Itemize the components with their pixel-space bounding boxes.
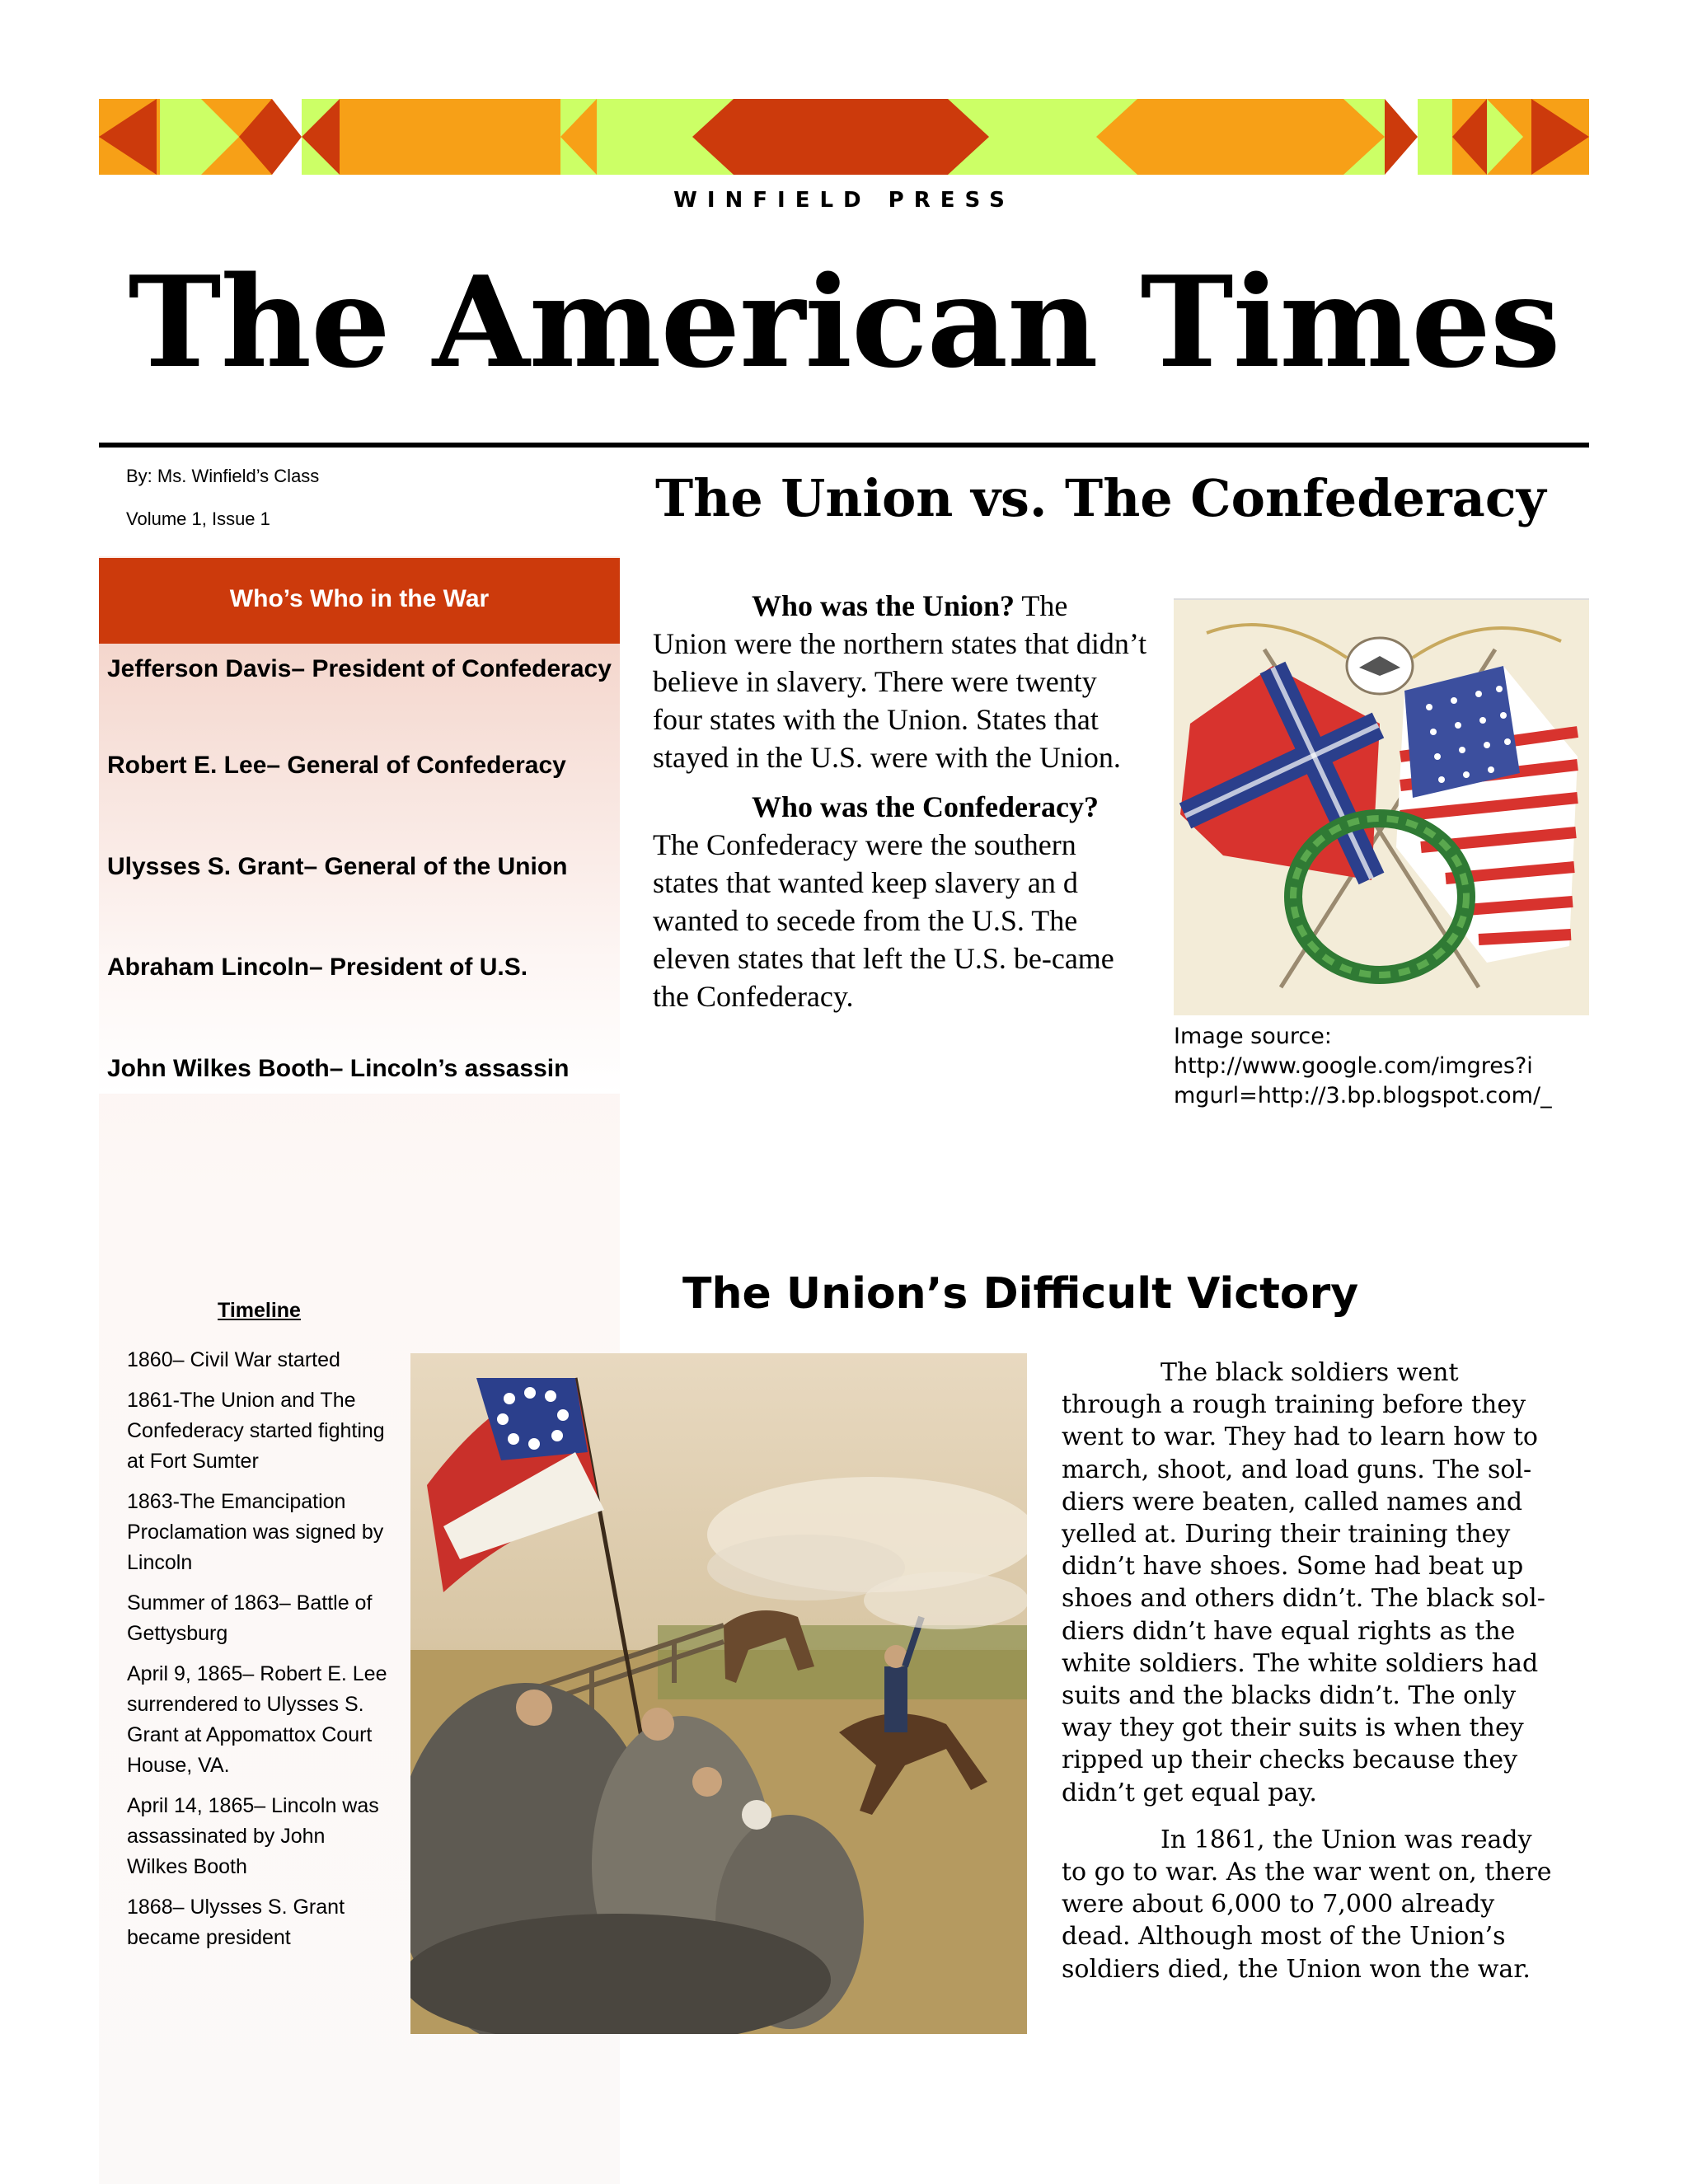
timeline-item: 1868– Ulysses S. Grant became president bbox=[127, 1896, 345, 1949]
article1-answer: The Union were the northern states that didn’t believe in slavery. There were twenty four states with the Union. States that stayed in the U.S. were with the Union. bbox=[653, 589, 1147, 774]
timeline-title: Timeline bbox=[218, 1299, 301, 1322]
crossed-flags-image bbox=[1174, 598, 1589, 1015]
image-source-caption bbox=[1174, 1022, 1602, 1111]
whos-who-heading: Who’s Who in the War bbox=[99, 558, 620, 644]
article1-answer: The Confederacy were the southern states that wanted keep slavery an d wanted to secede from the U.S. The eleven states that left the U.S. be-came the Confederacy. bbox=[653, 828, 1114, 1013]
volume-issue: Volume 1, Issue 1 bbox=[126, 509, 270, 529]
timeline-item: 1863-The Emancipation Proclamation was signed by Lincoln bbox=[127, 1490, 384, 1574]
article2-body bbox=[1062, 1357, 1556, 2000]
whos-who-item: Ulysses S. Grant– General of the Union bbox=[107, 853, 568, 880]
timeline-item: 1861-The Union and The Confederacy started fighting at Fort Sumter bbox=[127, 1389, 385, 1473]
article2-paragraph-text: In 1861, the Union was ready to go to war. As the war went on, there were about 6,000 to 7,000 already dead. Although most of the Union’s soldiers died, the Union won the war. bbox=[1062, 1825, 1552, 1984]
timeline-item: April 14, 1865– Lincoln was assassinated by John Wilkes Booth bbox=[127, 1794, 379, 1878]
whos-who-item: Robert E. Lee– General of Confederacy bbox=[107, 752, 566, 779]
article1-paragraph bbox=[653, 587, 1147, 776]
article2-paragraph bbox=[1062, 1357, 1556, 1809]
timeline-item: April 9, 1865– Robert E. Lee surrendered to Ulysses S. Grant at Appomattox Court House, VA. bbox=[127, 1662, 387, 1777]
article2-paragraph bbox=[1062, 1824, 1556, 1985]
article1-question: Who was the Union? bbox=[752, 589, 1015, 622]
battle-painting-image bbox=[410, 1353, 1027, 2034]
image-source-label: Image source: bbox=[1174, 1024, 1332, 1049]
image-source-url: mgurl=http://3.bp.blogspot.com/_ bbox=[1174, 1083, 1552, 1108]
header-rule bbox=[99, 443, 1589, 448]
byline: By: Ms. Winfield’s Class bbox=[126, 466, 320, 486]
article1-question: Who was the Confederacy? bbox=[752, 790, 1099, 823]
decorative-banner bbox=[99, 99, 1589, 175]
timeline-list bbox=[127, 1345, 391, 1963]
article1-title: The Union vs. The Confederacy bbox=[655, 468, 1546, 528]
timeline-item: 1860– Civil War started bbox=[127, 1348, 340, 1371]
newsletter-title: The American Times bbox=[128, 248, 1560, 396]
timeline-item: Summer of 1863– Battle of Gettysburg bbox=[127, 1591, 373, 1645]
press-name: WINFIELD PRESS bbox=[673, 188, 1015, 213]
whos-who-box bbox=[99, 558, 620, 1094]
article2-title: The Union’s Difficult Victory bbox=[682, 1269, 1359, 1319]
image-source-url: http://www.google.com/imgres?i bbox=[1174, 1053, 1533, 1079]
article1-paragraph bbox=[653, 788, 1147, 1015]
whos-who-item: Jefferson Davis– President of Confederacy bbox=[107, 655, 612, 682]
article2-paragraph-text: The black soldiers went through a rough training before they went to war. They had to learn how to march, shoot, and load guns. The sol-diers were beaten, called names and yelled at. During their training they didn’t have shoes. Some had beat up shoes and others didn’t. The black sol-diers didn’t have equal rights as the white soldiers. The white soldiers had suits and the blacks didn’t. The only way they got their suits is when they ripped up their checks because they didn’t get equal pay. bbox=[1062, 1358, 1545, 1807]
article1-body bbox=[653, 587, 1147, 1027]
whos-who-item: John Wilkes Booth– Lincoln’s assassin bbox=[107, 1055, 570, 1082]
whos-who-item: Abraham Lincoln– President of U.S. bbox=[107, 954, 528, 981]
